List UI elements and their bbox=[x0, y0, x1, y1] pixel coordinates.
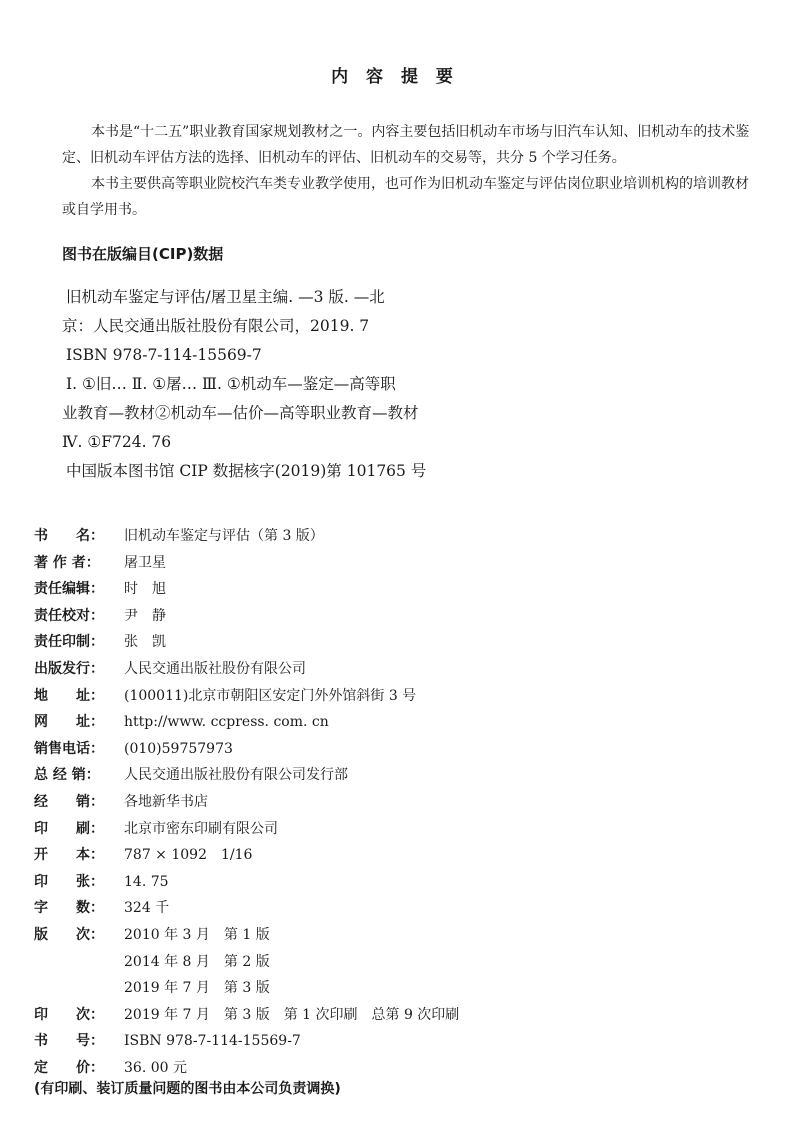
info-row-address bbox=[34, 683, 754, 710]
cip-line: ISBN 978-7-114-15569-7 bbox=[66, 346, 262, 364]
info-key: 责任印制： bbox=[34, 634, 104, 651]
cip-line: 业教育—教材②机动车—估价—高等职业教育—教材 bbox=[62, 404, 419, 422]
info-key: 开 本： bbox=[34, 847, 104, 864]
info-row-publisher bbox=[34, 656, 754, 683]
info-value: 时 旭 bbox=[124, 581, 166, 598]
info-key: 印 次： bbox=[34, 1006, 104, 1023]
info-value: (010)59757973 bbox=[124, 740, 233, 757]
info-value: 2014 年 8 月 第 2 版 bbox=[124, 953, 270, 970]
info-key: 销售电话： bbox=[34, 740, 104, 757]
content-summary bbox=[62, 119, 762, 223]
cip-line: 旧机动车鉴定与评估/屠卫星主编. —3 版. —北 bbox=[66, 288, 385, 306]
info-row-edition-cont bbox=[34, 949, 754, 976]
info-value: 各地新华书店 bbox=[124, 793, 208, 810]
info-key: 定 价： bbox=[34, 1059, 104, 1076]
info-value: ISBN 978-7-114-15569-7 bbox=[124, 1033, 301, 1050]
info-key: 书 名： bbox=[34, 528, 104, 544]
info-key: 书 号： bbox=[34, 1033, 104, 1050]
info-value: 324 千 bbox=[124, 900, 170, 917]
publication-info bbox=[34, 523, 754, 1081]
info-key: 网 址： bbox=[34, 714, 104, 731]
info-row-distributor bbox=[34, 762, 754, 789]
info-value: 人民交通出版社股份有限公司 bbox=[124, 660, 306, 677]
summary-paragraph: 本书主要供高等职业院校汽车类专业教学使用，也可作为旧机动车鉴定与评估岗位职业培训机构的培训教材或自学用书。 bbox=[62, 176, 749, 218]
cip-line: 京：人民交通出版社股份有限公司，2019. 7 bbox=[62, 317, 370, 335]
info-value: (100011)北京市朝阳区安定门外外馆斜街 3 号 bbox=[124, 687, 417, 704]
info-row-edition bbox=[34, 922, 754, 949]
info-key: 印 张： bbox=[34, 873, 104, 890]
info-value: 2019 年 7 月 第 3 版 第 1 次印刷 总第 9 次印刷 bbox=[124, 1006, 460, 1023]
info-key: 经 销： bbox=[34, 793, 104, 810]
info-row-proofreader bbox=[34, 603, 754, 630]
info-value: 14. 75 bbox=[124, 873, 169, 890]
info-key: 责任编辑： bbox=[34, 581, 104, 598]
page-title: 内 容 提 要 bbox=[331, 67, 459, 87]
info-key: 责任校对： bbox=[34, 607, 104, 624]
info-row-printer bbox=[34, 816, 754, 843]
info-row-website bbox=[34, 709, 754, 736]
info-row-print-supervisor bbox=[34, 629, 754, 656]
cip-line: Ⅰ. ①旧… Ⅱ. ①屠… Ⅲ. ①机动车—鉴定—高等职 bbox=[66, 375, 396, 393]
summary-paragraph: 本书是“十二五”职业教育国家规划教材之一。内容主要包括旧机动车市场与旧汽车认知、旧机动车的技术鉴定、旧机动车评估方法的选择、旧机动车的评估、旧机动车的交易等，共分 5 个学习任务。 bbox=[62, 124, 750, 166]
info-row-sales-phone bbox=[34, 736, 754, 763]
info-row-sheets bbox=[34, 869, 754, 896]
info-row-printing bbox=[34, 1002, 754, 1029]
info-value: 尹 静 bbox=[124, 607, 166, 624]
info-row-edition-cont bbox=[34, 975, 754, 1002]
info-value: 旧机动车鉴定与评估（第 3 版） bbox=[124, 528, 324, 544]
info-value: 北京市密东印刷有限公司 bbox=[124, 820, 278, 837]
info-key: 出版发行： bbox=[34, 660, 104, 677]
info-row-seller bbox=[34, 789, 754, 816]
info-row-word-count bbox=[34, 895, 754, 922]
info-key: 字 数： bbox=[34, 900, 104, 917]
info-value: 2019 年 7 月 第 3 版 bbox=[124, 980, 270, 997]
cip-block bbox=[62, 283, 492, 486]
info-value: 36. 00 元 bbox=[124, 1059, 187, 1076]
info-key: 版 次： bbox=[34, 926, 104, 943]
info-value: 787 × 1092 1/16 bbox=[124, 847, 253, 864]
info-key: 印 刷： bbox=[34, 820, 104, 837]
info-row-format bbox=[34, 842, 754, 869]
info-key: 地 址： bbox=[34, 687, 104, 704]
info-row-isbn bbox=[34, 1028, 754, 1055]
info-value: 张 凯 bbox=[124, 634, 166, 651]
info-key: 著 作 者： bbox=[34, 554, 100, 571]
cip-heading: 图书在版编目(CIP)数据 bbox=[62, 245, 224, 263]
quality-notice: (有印刷、装订质量问题的图书由本公司负责调换) bbox=[34, 1081, 341, 1097]
cip-line: 中国版本图书馆 CIP 数据核字(2019)第 101765 号 bbox=[66, 462, 427, 480]
info-value: 2010 年 3 月 第 1 版 bbox=[124, 926, 270, 943]
info-key: 总 经 销： bbox=[34, 767, 100, 784]
info-value: 屠卫星 bbox=[124, 554, 166, 571]
info-row-author bbox=[34, 550, 754, 577]
info-value: http://www. ccpress. com. cn bbox=[124, 714, 329, 731]
info-row-book-title bbox=[34, 523, 754, 550]
info-row-editor bbox=[34, 576, 754, 603]
cip-line: Ⅳ. ①F724. 76 bbox=[62, 433, 172, 451]
info-value: 人民交通出版社股份有限公司发行部 bbox=[124, 767, 348, 784]
